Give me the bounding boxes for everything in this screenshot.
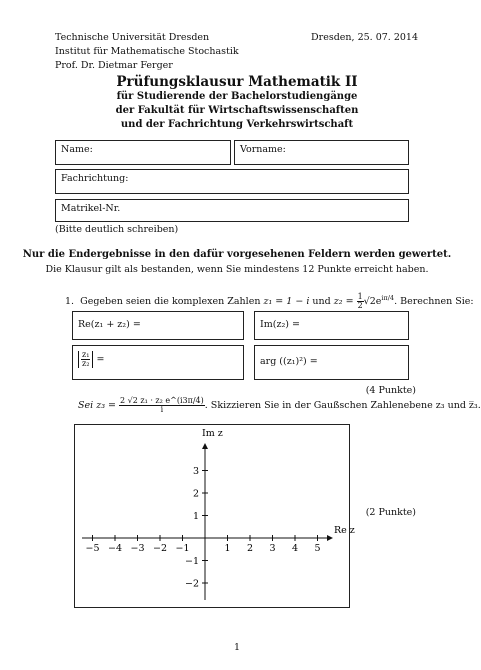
task-intro: Gegeben seien die komplexen Zahlen: [80, 296, 264, 307]
x-tick-label: 1: [224, 543, 231, 554]
z3-suffix: . Skizzieren Sie in der Gaußschen Zahlenebene z₃ und z̅₃.: [204, 400, 481, 411]
z2-prefix: z₂ =: [333, 296, 357, 307]
x-tick-label: −3: [130, 543, 145, 554]
plane-axes: [82, 444, 332, 600]
fachrichtung-label: Fachrichtung:: [61, 173, 129, 184]
x-tick-label: −1: [175, 543, 190, 554]
answer-box-arg[interactable]: [254, 345, 409, 380]
title-line-2: der Fakultät für Wirtschaftswissenschaften: [115, 105, 359, 116]
y-tick-label: −2: [184, 578, 199, 590]
answer-label-im: Im(z₂) =: [260, 319, 300, 330]
z2-exp-base: e: [375, 296, 382, 307]
university-name: Technische Universität Dresden: [55, 32, 210, 43]
answer-box-abs[interactable]: [72, 345, 244, 380]
z3-numerator: 2 √2 z₁ · z₂ e^(i3π/4): [120, 396, 204, 405]
x-axis-label: Re z: [334, 525, 355, 536]
and-word: und: [309, 296, 334, 307]
half-numerator: 1: [357, 292, 363, 301]
matrikel-field[interactable]: [55, 199, 409, 222]
task-intro-end: . Berechnen Sie:: [394, 296, 474, 307]
half-fraction: [357, 293, 364, 310]
answer-label-re: Re(z₁ + z₂) =: [78, 319, 141, 330]
z2-sqrt: √2: [363, 296, 376, 307]
z3-denominator: i: [160, 405, 164, 414]
name-field[interactable]: [55, 140, 231, 165]
x-tick-label: 4: [291, 543, 299, 554]
task-1-statement: [65, 293, 474, 310]
z3-definition: [78, 397, 481, 414]
y-tick-label: −1: [184, 556, 199, 567]
z2-exp-sup: iπ/4: [381, 293, 395, 302]
z3-fraction: [119, 397, 205, 414]
answer-label-abs: [78, 351, 104, 368]
x-tick-label: −5: [85, 543, 100, 554]
y-tick-label: 1: [192, 511, 199, 522]
title-line-1: für Studierende der Bachelorstudiengänge: [116, 91, 358, 102]
complex-plane: [74, 424, 355, 608]
y-axis-label: Im z: [202, 428, 223, 439]
x-tick-label: 5: [314, 543, 321, 554]
points-label-2: (2 Punkte): [365, 507, 416, 518]
instruction-line-1: Nur die Endergebnisse in den dafür vorgesehenen Feldern werden gewertet.: [22, 249, 452, 260]
answer-box-im[interactable]: [254, 311, 409, 340]
answer-label-arg: arg ((z₁)²) =: [260, 356, 318, 367]
x-tick-label: −2: [152, 543, 168, 554]
abs-numerator: z₁: [82, 350, 90, 359]
name-label: Name:: [61, 144, 93, 155]
task-number: 1.: [65, 296, 75, 307]
x-tick-label: −4: [107, 543, 123, 554]
instruction-line-2: Die Klausur gilt als bestanden, wenn Sie mindestens 12 Punkte erreicht haben.: [45, 264, 429, 275]
plane-ticks: [85, 466, 320, 590]
x-tick-label: 3: [269, 543, 276, 554]
y-tick-label: 3: [192, 466, 199, 477]
x-tick-label: 2: [246, 543, 254, 554]
vorname-field[interactable]: [234, 140, 409, 165]
writing-hint: (Bitte deutlich schreiben): [55, 224, 179, 235]
page-number: 1: [233, 642, 241, 653]
abs-bars: [78, 351, 93, 368]
points-label-1: (4 Punkte): [365, 385, 416, 396]
institute-name: Institut für Mathematische Stochastik: [55, 46, 239, 57]
matrikel-label: Matrikel-Nr.: [61, 203, 121, 214]
vorname-label: Vorname:: [240, 144, 286, 155]
half-denominator: 2: [357, 301, 363, 310]
answer-box-re[interactable]: [72, 311, 244, 340]
z3-prefix: Sei z₃ =: [78, 400, 120, 411]
title-line-3: und der Fachrichtung Verkehrswirtschaft: [120, 119, 354, 130]
exam-date: Dresden, 25. 07. 2014: [311, 32, 418, 43]
abs-denominator: z₂: [82, 359, 90, 368]
y-tick-label: 2: [192, 488, 199, 500]
professor-name: Prof. Dr. Dietmar Ferger: [55, 60, 173, 71]
abs-fraction: [81, 351, 90, 368]
exam-title: Prüfungsklausur Mathematik II: [116, 74, 358, 90]
fachrichtung-field[interactable]: [55, 169, 409, 194]
abs-equals: =: [96, 354, 105, 365]
z1-definition: z₁ = 1 − i: [263, 296, 310, 307]
